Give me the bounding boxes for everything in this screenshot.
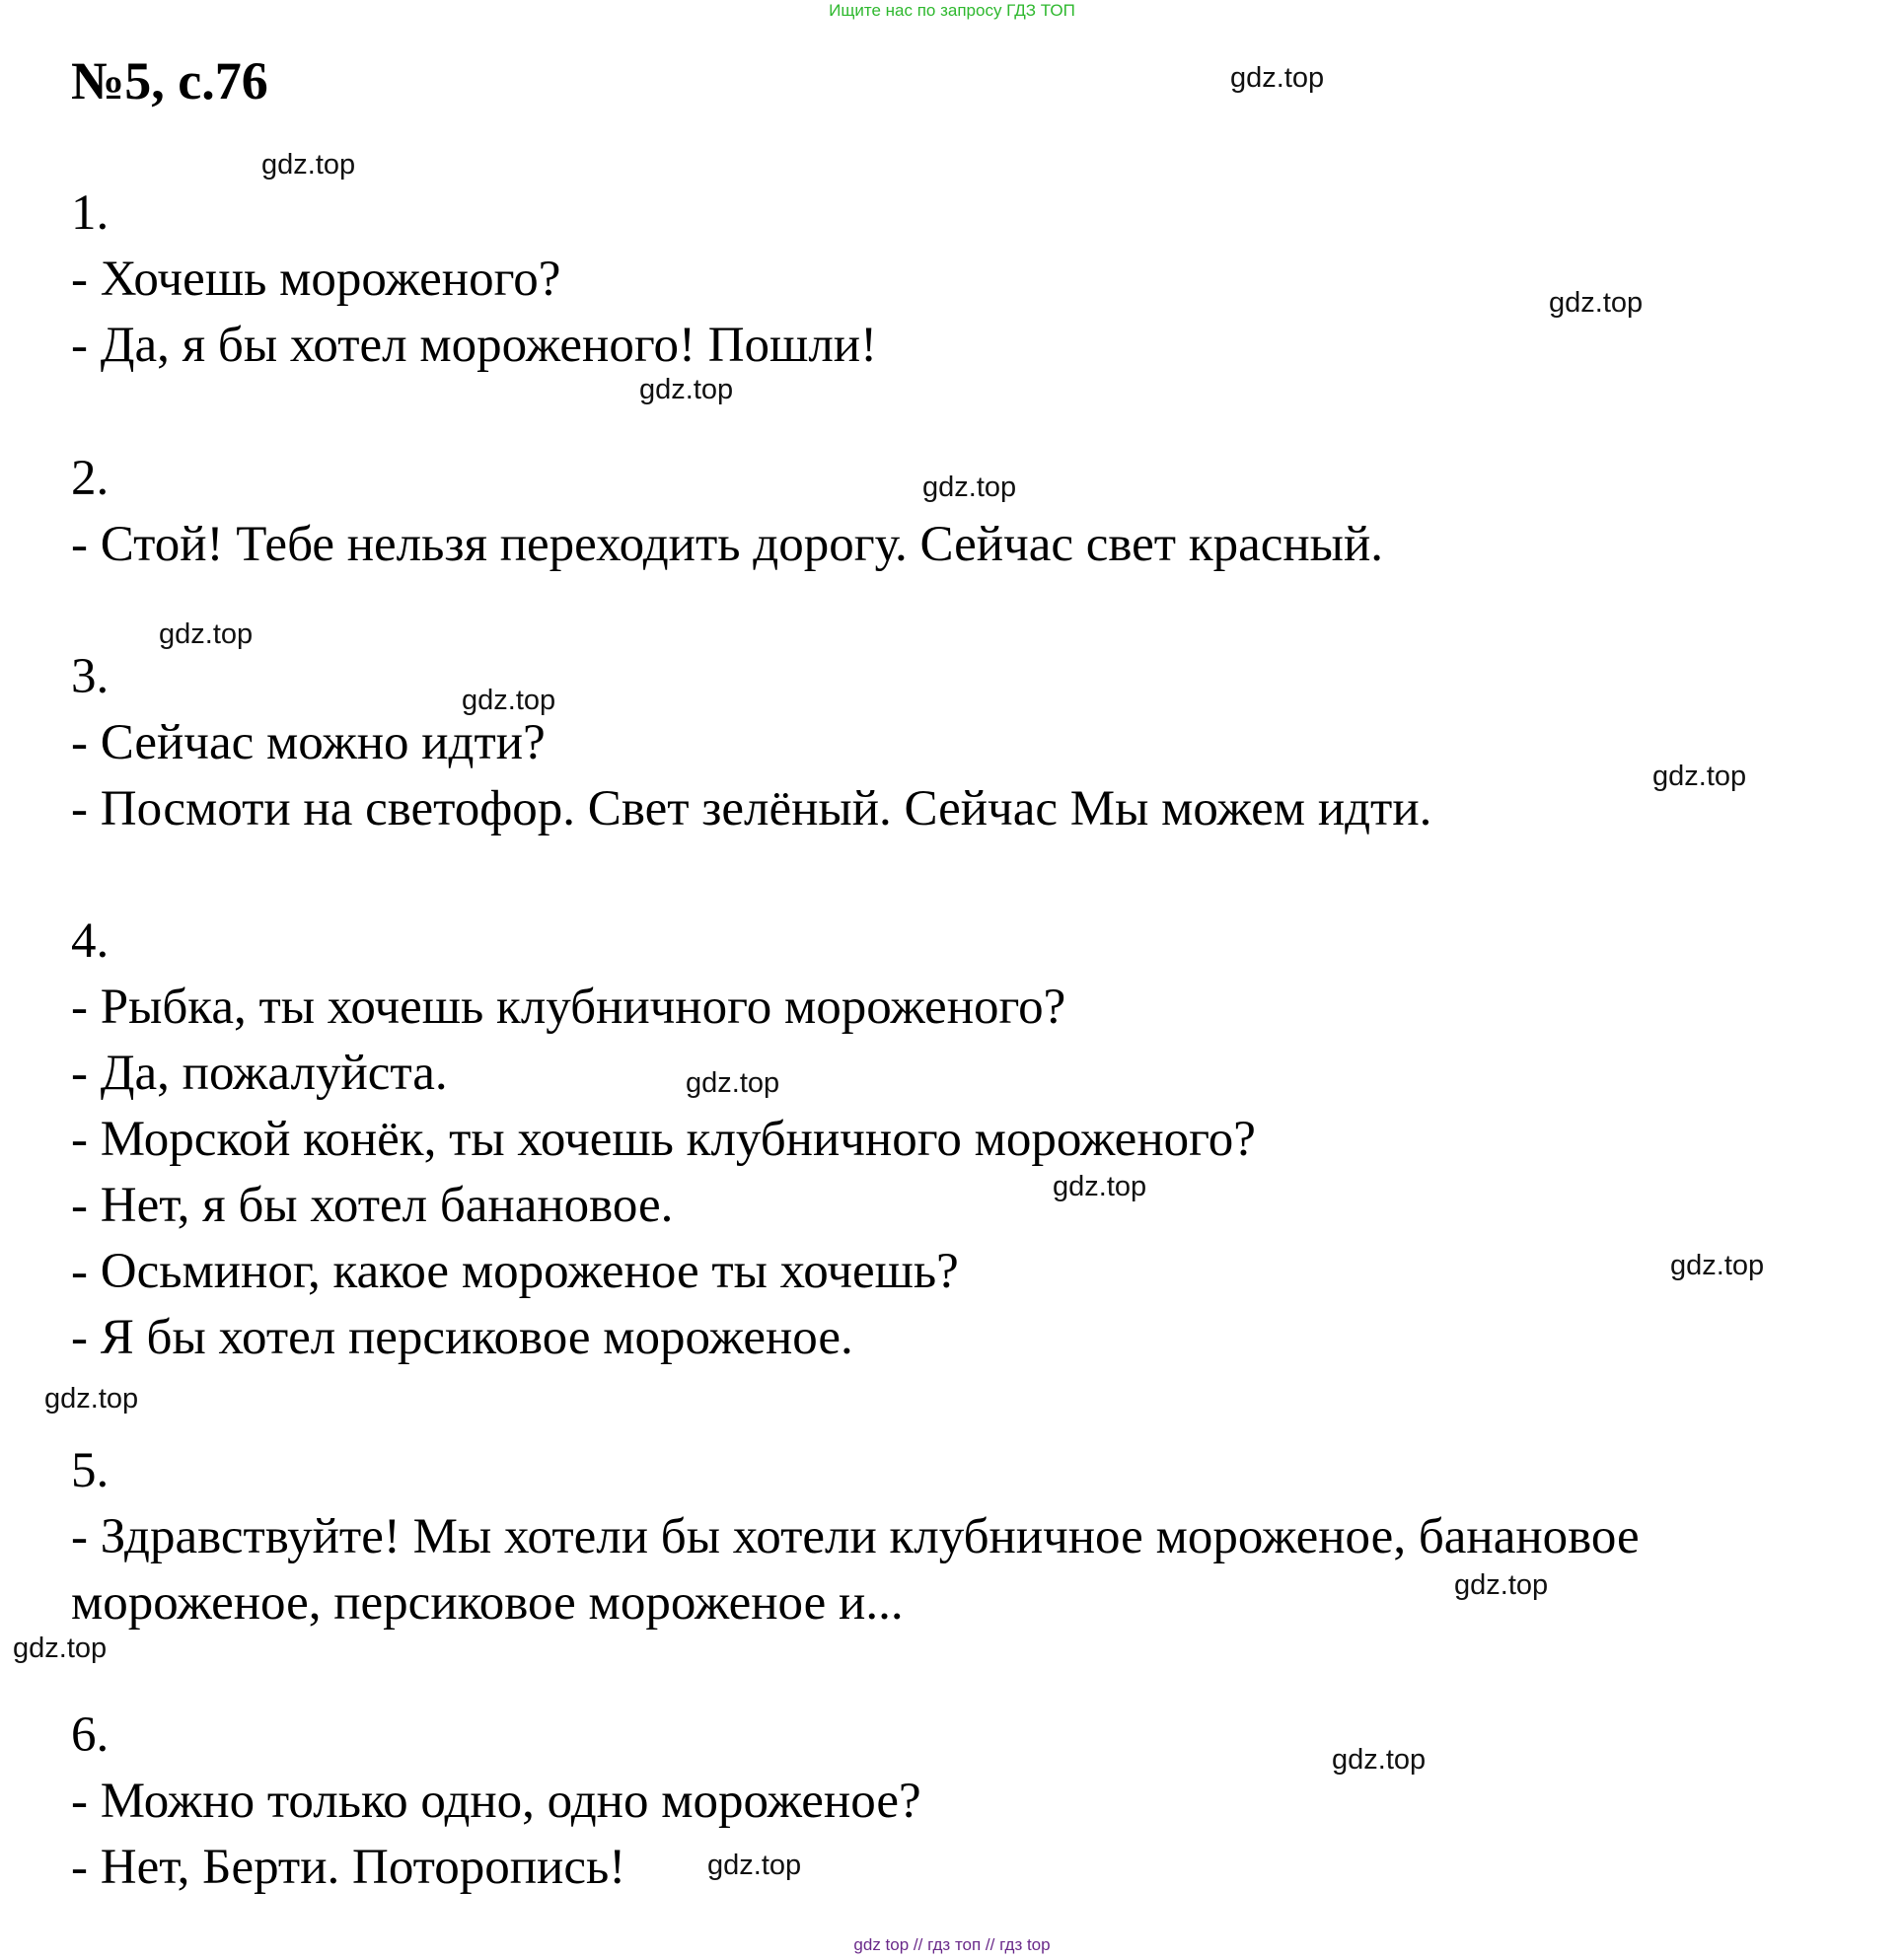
watermark: gdz.top bbox=[1230, 62, 1325, 94]
section-4-line-3: - Морской конёк, ты хочешь клубничного мороженого? bbox=[71, 1112, 1256, 1167]
section-1-line-2: - Да, я бы хотел мороженого! Пошли! bbox=[71, 318, 878, 373]
section-4-line-5: - Осьминог, какое мороженое ты хочешь? bbox=[71, 1244, 959, 1299]
section-6-line-2: - Нет, Берти. Поторопись! bbox=[71, 1840, 626, 1895]
watermark: gdz.top bbox=[462, 685, 556, 716]
section-1-number: 1. bbox=[71, 185, 110, 241]
section-4-line-2: - Да, пожалуйста. bbox=[71, 1046, 448, 1101]
watermark: gdz.top bbox=[686, 1067, 780, 1099]
watermark: gdz.top bbox=[44, 1383, 139, 1415]
top-search-banner: Ищите нас по запросу ГДЗ ТОП bbox=[829, 1, 1075, 20]
section-4-number: 4. bbox=[71, 913, 110, 969]
section-1-line-1: - Хочешь мороженого? bbox=[71, 252, 561, 307]
section-3-number: 3. bbox=[71, 649, 110, 704]
section-5-line-2: мороженое, персиковое мороженое и... bbox=[71, 1575, 904, 1631]
watermark: gdz.top bbox=[1053, 1171, 1147, 1202]
section-3-line-1: - Сейчас можно идти? bbox=[71, 715, 546, 770]
watermark: gdz.top bbox=[1454, 1569, 1549, 1601]
section-2-line-1: - Стой! Тебе нельзя переходить дорогу. Сейчас свет красный. bbox=[71, 517, 1383, 572]
watermark: gdz.top bbox=[707, 1850, 802, 1881]
watermark: gdz.top bbox=[1652, 761, 1747, 792]
section-5-number: 5. bbox=[71, 1443, 110, 1498]
page-title: №5, с.76 bbox=[71, 51, 268, 110]
section-6-line-1: - Можно только одно, одно мороженое? bbox=[71, 1774, 921, 1829]
section-3-line-2: - Посмоти на светофор. Свет зелёный. Сейчас Мы можем идти. bbox=[71, 781, 1432, 836]
watermark: gdz.top bbox=[639, 374, 734, 405]
footer-watermark: gdz top // гдз топ // гдз top bbox=[853, 1935, 1051, 1954]
watermark: gdz.top bbox=[13, 1633, 108, 1664]
section-5-line-1: - Здравствуйте! Мы хотели бы хотели клубничное мороженое, банановое bbox=[71, 1509, 1640, 1564]
section-4-line-6: - Я бы хотел персиковое мороженое. bbox=[71, 1310, 853, 1365]
watermark: gdz.top bbox=[922, 472, 1017, 503]
section-4-line-4: - Нет, я бы хотел банановое. bbox=[71, 1178, 674, 1233]
section-4-line-1: - Рыбка, ты хочешь клубничного мороженого? bbox=[71, 980, 1066, 1035]
watermark: gdz.top bbox=[159, 618, 254, 650]
watermark: gdz.top bbox=[261, 149, 356, 181]
watermark: gdz.top bbox=[1549, 287, 1644, 319]
section-6-number: 6. bbox=[71, 1707, 110, 1763]
watermark: gdz.top bbox=[1332, 1744, 1427, 1776]
watermark: gdz.top bbox=[1670, 1250, 1765, 1281]
section-2-number: 2. bbox=[71, 451, 110, 506]
